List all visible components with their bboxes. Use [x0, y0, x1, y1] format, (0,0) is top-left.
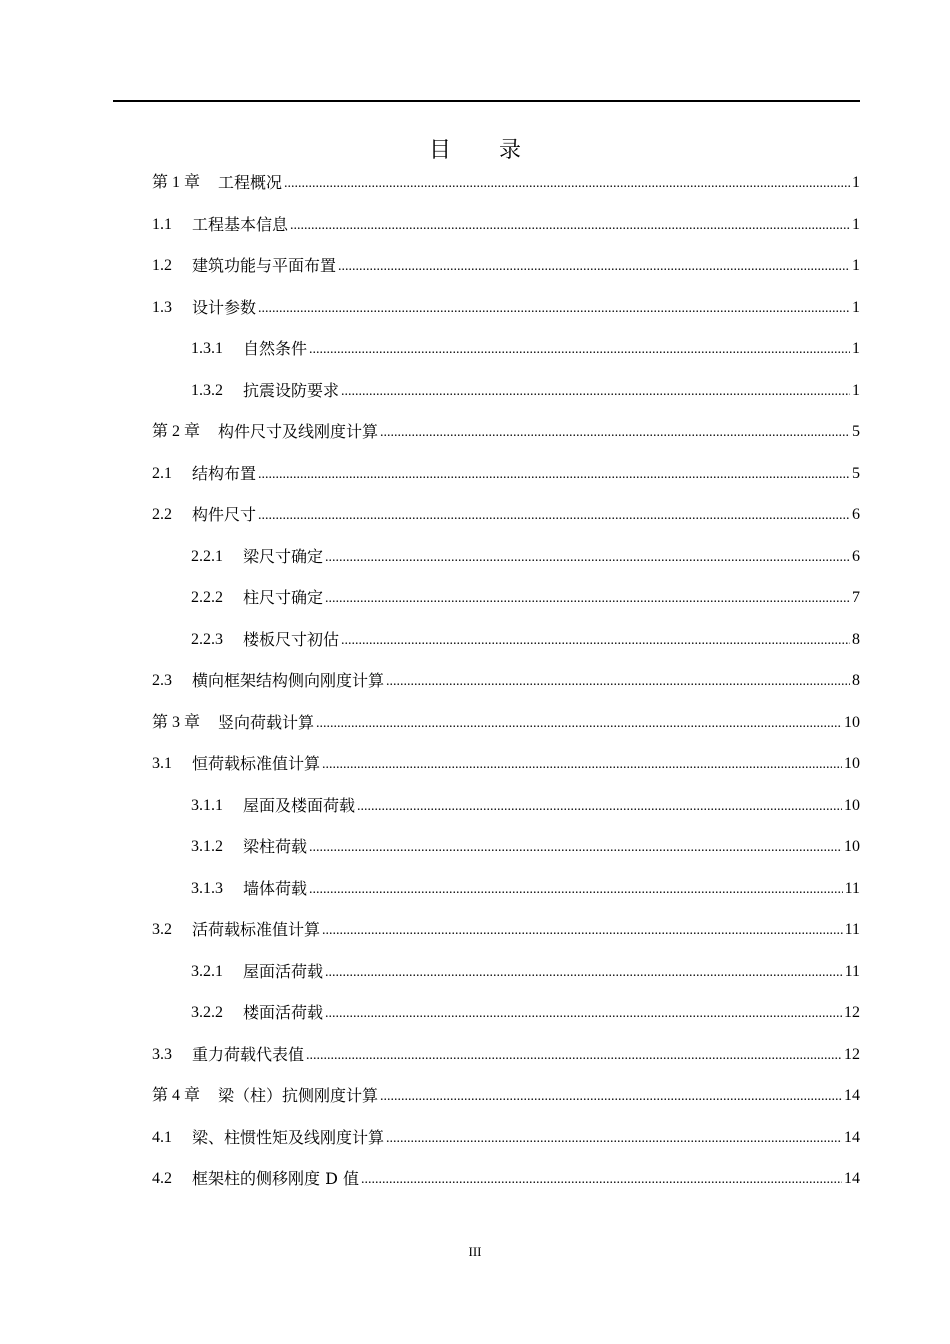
- toc-entry[interactable]: [191, 585, 860, 609]
- toc-entry-number: 2.2: [152, 506, 172, 523]
- toc-entry-page: 7: [852, 589, 860, 606]
- toc-title-char-1: 目: [428, 138, 451, 163]
- toc-entry-page: 1: [852, 298, 860, 316]
- toc-entry-page: 6: [852, 506, 860, 523]
- toc-entry-page: 11: [844, 921, 860, 938]
- toc-entry-number: 3.3: [152, 1045, 172, 1063]
- toc-leader-dots: [325, 548, 850, 568]
- toc-entry-label: 楼板尺寸初估: [243, 629, 340, 649]
- toc-entry[interactable]: [152, 502, 860, 526]
- toc-leader-dots: [258, 299, 850, 319]
- toc-entry-number: 4.1: [152, 1128, 172, 1146]
- toc-leader-dots: [380, 1087, 842, 1107]
- toc-entry-number: 2.3: [152, 672, 172, 689]
- toc-entry[interactable]: [191, 1000, 860, 1024]
- header-rule: [113, 100, 860, 102]
- toc-leader-dots: [309, 838, 842, 858]
- toc-entry[interactable]: [152, 295, 860, 319]
- toc-entry-label: 结构布置: [192, 463, 257, 483]
- toc-entry-number: 1.1: [152, 215, 172, 233]
- toc-entry-label: 抗震设防要求: [243, 380, 340, 400]
- toc-leader-dots: [309, 880, 843, 900]
- toc-entry[interactable]: [191, 834, 860, 858]
- toc-entry-label: 框架柱的侧移刚度 D 值: [192, 1169, 360, 1188]
- toc-entry-page: 12: [844, 1045, 860, 1063]
- toc-leader-dots: [316, 714, 842, 734]
- toc-entry-page: 14: [844, 1128, 860, 1146]
- toc-entry-label: 楼面活荷载: [243, 1003, 324, 1022]
- toc-leader-dots: [309, 340, 850, 360]
- toc-leader-dots: [325, 1004, 842, 1024]
- toc-entry-page: 11: [844, 962, 860, 980]
- toc-entry-label: 构件尺寸: [192, 505, 257, 524]
- toc-entry[interactable]: [191, 378, 860, 402]
- toc-entry[interactable]: [191, 876, 860, 900]
- toc-entry[interactable]: [191, 793, 860, 817]
- toc-entry-number: 2.2.2: [191, 589, 223, 606]
- toc-entry-page: 5: [852, 464, 860, 482]
- toc-entry-label: 恒荷载标准值计算: [192, 754, 321, 773]
- page-number: III: [468, 1244, 482, 1259]
- toc-entry-label: 重力荷载代表值: [192, 1044, 305, 1064]
- toc-entry-page: 12: [844, 1004, 860, 1021]
- toc-title: [0, 133, 950, 164]
- toc-entry[interactable]: [152, 1166, 860, 1190]
- toc-entry-page: 10: [844, 796, 860, 814]
- toc-entry-number: 第 3 章: [152, 713, 201, 731]
- toc-entry-label: 自然条件: [243, 339, 308, 358]
- toc-leader-dots: [341, 382, 850, 402]
- toc-entry-number: 3.2: [152, 921, 172, 938]
- toc-entry-label: 设计参数: [192, 297, 257, 317]
- toc-entry-number: 第 1 章: [152, 174, 201, 191]
- toc-leader-dots: [322, 755, 842, 775]
- toc-entry-number: 3.1.1: [191, 796, 223, 814]
- toc-entry[interactable]: [191, 627, 860, 651]
- toc-leader-dots: [357, 797, 842, 817]
- toc-leader-dots: [325, 963, 843, 983]
- toc-entry-label: 竖向荷载计算: [218, 712, 315, 732]
- toc-entry-page: 1: [852, 215, 860, 233]
- toc-title-char-2: 录: [499, 138, 522, 163]
- toc-entry[interactable]: [152, 1083, 860, 1107]
- toc-entry-number: 3.1.3: [191, 879, 223, 897]
- toc-entry-label: 梁柱荷载: [243, 837, 308, 856]
- toc-entry[interactable]: [152, 253, 860, 277]
- toc-leader-dots: [322, 921, 843, 941]
- toc-entry-number: 2.2.3: [191, 630, 223, 648]
- toc-entry-label: 工程基本信息: [192, 214, 289, 234]
- toc-entry-label: 屋面活荷载: [243, 961, 324, 981]
- toc-leader-dots: [258, 506, 850, 526]
- toc-entry-label: 建筑功能与平面布置: [192, 256, 337, 275]
- toc-leader-dots: [290, 216, 850, 236]
- toc-entry[interactable]: [152, 710, 860, 734]
- toc-entry-page: 5: [852, 423, 860, 440]
- toc-entry-label: 横向框架结构侧向刚度计算: [192, 671, 385, 690]
- toc-entry[interactable]: [191, 544, 860, 568]
- toc-entry-page: 1: [852, 257, 860, 274]
- toc-entry-number: 1.2: [152, 257, 172, 274]
- toc-entry[interactable]: [152, 419, 860, 443]
- toc-entry[interactable]: [152, 461, 860, 485]
- toc-entry-label: 构件尺寸及线刚度计算: [218, 422, 379, 441]
- toc-entry-label: 柱尺寸确定: [243, 588, 324, 607]
- toc-entry-page: 6: [852, 547, 860, 565]
- toc-entry-page: 1: [852, 174, 860, 191]
- toc-entry-label: 梁尺寸确定: [243, 546, 324, 566]
- toc-entry-page: 11: [844, 879, 860, 897]
- toc-entry-label: 梁（柱）抗侧刚度计算: [218, 1086, 379, 1105]
- toc-entry-page: 10: [844, 838, 860, 855]
- toc-leader-dots: [380, 423, 850, 443]
- toc-entry-number: 3.2.1: [191, 962, 223, 980]
- toc-entry-number: 2.1: [152, 464, 172, 482]
- toc-leader-dots: [341, 631, 850, 651]
- toc-leader-dots: [325, 589, 850, 609]
- toc-entry-label: 梁、柱惯性矩及线刚度计算: [192, 1127, 385, 1147]
- toc-entry[interactable]: [152, 212, 860, 236]
- toc-entry[interactable]: [152, 668, 860, 692]
- toc-entry-number: 1.3.2: [191, 381, 223, 399]
- toc-entry[interactable]: [152, 170, 860, 194]
- toc-entry-number: 4.2: [152, 1170, 172, 1187]
- toc-entry-number: 1.3: [152, 298, 172, 316]
- toc-entry[interactable]: [152, 751, 860, 775]
- toc-entry[interactable]: [191, 336, 860, 360]
- toc-entry-page: 10: [844, 713, 860, 731]
- toc-entry-number: 第 4 章: [152, 1087, 201, 1104]
- toc-entry-label: 活荷载标准值计算: [192, 920, 321, 939]
- toc-leader-dots: [284, 174, 850, 194]
- toc-entry-label: 墙体荷载: [243, 878, 308, 898]
- toc-entry-page: 1: [852, 340, 860, 357]
- toc-entry-label: 工程概况: [218, 173, 283, 192]
- toc-entry-number: 3.1: [152, 755, 172, 772]
- toc-entry-page: 14: [844, 1170, 860, 1187]
- toc-entry[interactable]: [152, 917, 860, 941]
- toc-entry-number: 3.1.2: [191, 838, 223, 855]
- toc-entry-number: 第 2 章: [152, 423, 201, 440]
- toc-entry-number: 2.2.1: [191, 547, 223, 565]
- toc-entry-number: 1.3.1: [191, 340, 223, 357]
- toc-entry-page: 8: [852, 630, 860, 648]
- toc-entry-number: 3.2.2: [191, 1004, 223, 1021]
- toc-entry[interactable]: [191, 959, 860, 983]
- toc-leader-dots: [258, 465, 850, 485]
- toc-leader-dots: [386, 1129, 842, 1149]
- toc-leader-dots: [306, 1046, 842, 1066]
- toc-entry[interactable]: [152, 1125, 860, 1149]
- toc-leader-dots: [338, 257, 850, 277]
- toc-leader-dots: [386, 672, 850, 692]
- toc-entry-page: 10: [844, 755, 860, 772]
- toc-entry-label: 屋面及楼面荷载: [243, 795, 356, 815]
- toc-leader-dots: [361, 1170, 842, 1190]
- toc-entry-page: 14: [844, 1087, 860, 1104]
- toc-entry-page: 1: [852, 381, 860, 399]
- toc-entry-page: 8: [852, 672, 860, 689]
- toc-entry[interactable]: [152, 1042, 860, 1066]
